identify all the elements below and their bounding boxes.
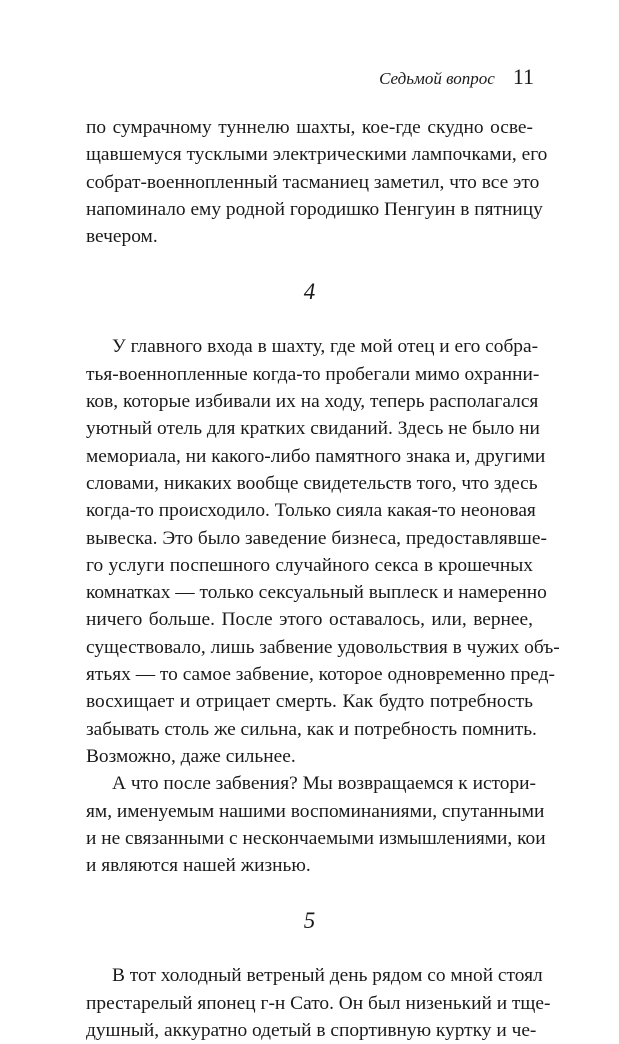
text-line: словами, никаких вообще свидетельств того, что здесь bbox=[86, 472, 538, 494]
text-line: тья-военнопленные когда-то пробегали мимо охранни- bbox=[86, 363, 540, 385]
text-line: и не связанными с нескончаемыми измышлениями, кои bbox=[86, 827, 546, 849]
paragraph bbox=[86, 114, 548, 250]
text-line: и являются нашей жизнью. bbox=[86, 855, 311, 877]
text-line: существовало, лишь забвение удовольствия в чужих объ- bbox=[86, 636, 560, 658]
page-body bbox=[86, 114, 560, 1044]
text-line: собрат-военнопленный тасманиец заметил, что все это bbox=[86, 171, 540, 193]
text-line: вывеска. Это было заведение бизнеса, предоставлявше- bbox=[86, 527, 547, 549]
paragraph bbox=[86, 770, 546, 879]
text-line: ков, которые избивали их на ходу, теперь располагался bbox=[86, 391, 539, 413]
text-line: ятьях — то самое забвение, которое одновременно пред- bbox=[86, 664, 555, 686]
text-line: У главного входа в шахту, где мой отец и его собра- bbox=[112, 336, 539, 358]
running-title: Седьмой вопрос bbox=[379, 69, 495, 88]
text-line: В тот холодный ветреный день рядом со мной стоял bbox=[112, 965, 543, 987]
page-header bbox=[379, 64, 534, 90]
text-line: когда-то происходило. Только сияла какая-то неоновая bbox=[86, 500, 536, 522]
text-line: го услуги поспешного случайного секса в крошечных bbox=[86, 554, 533, 576]
text-line: душный, аккуратно одетый в спортивную куртку и че- bbox=[86, 1020, 537, 1042]
text-line: вечером. bbox=[86, 226, 158, 248]
text-line: мемориала, ни какого-либо памятного знака и, другими bbox=[86, 445, 546, 467]
text-line: напоминало ему родной городишко Пенгуин в пятницу bbox=[86, 198, 543, 220]
section-number: 4 bbox=[303, 279, 316, 305]
text-line: щавшемуся тусклыми электрическими лампочками, его bbox=[86, 144, 548, 166]
text-line: восхищает и отрицает смерть. Как будто потребность bbox=[86, 691, 533, 713]
text-line: ничего больше. После этого оставалось, или, вернее, bbox=[86, 609, 533, 631]
text-line: ям, именуемым нашими воспоминаниями, спутанными bbox=[86, 800, 545, 822]
text-line: комнатках — только сексуальный выплеск и намеренно bbox=[86, 582, 547, 604]
text-line: престарелый японец г-н Сато. Он был низенький и тще- bbox=[86, 992, 551, 1014]
page-number: 11 bbox=[512, 64, 534, 89]
paragraph bbox=[86, 333, 560, 770]
text-line: по сумрачному туннелю шахты, кое-где скудно осве- bbox=[86, 117, 533, 138]
text-line: А что после забвения? Мы возвращаемся к истори- bbox=[112, 773, 536, 795]
section-number: 5 bbox=[303, 908, 316, 934]
paragraph bbox=[86, 962, 551, 1044]
text-line: Возможно, даже сильнее. bbox=[86, 745, 296, 767]
text-line: уютный отель для кратких свиданий. Здесь не было ни bbox=[86, 418, 540, 440]
text-line: забывать столь же сильна, как и потребность помнить. bbox=[86, 718, 537, 740]
